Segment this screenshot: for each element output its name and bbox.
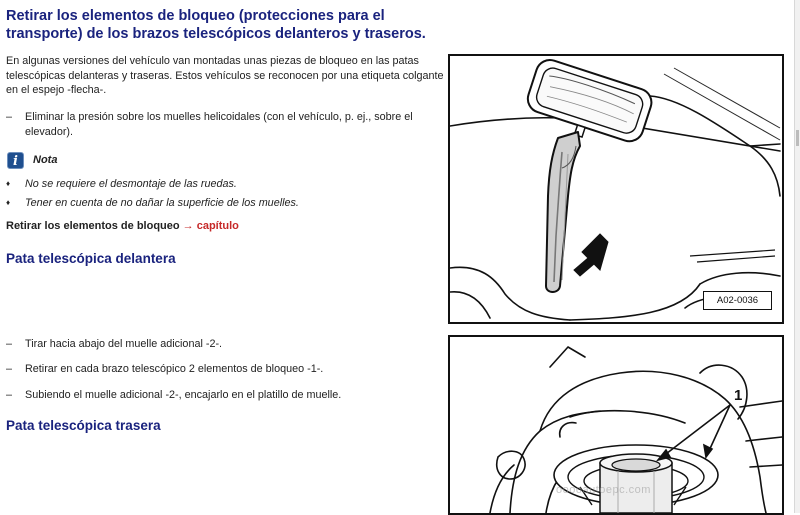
rear-strut-heading: Pata telescópica trasera bbox=[6, 418, 161, 433]
figure-code-label: A02-0036 bbox=[703, 291, 772, 310]
note-header bbox=[7, 150, 57, 170]
note-item bbox=[6, 196, 446, 210]
reference-line bbox=[6, 220, 239, 232]
note-item-text: Tener en cuenta de no dañar la superficie de los muelles. bbox=[25, 197, 299, 209]
dash-marker: – bbox=[6, 111, 13, 123]
callout-number: 1 bbox=[734, 387, 743, 404]
info-icon: i bbox=[7, 152, 24, 169]
mirror-illustration bbox=[450, 56, 782, 322]
front-step bbox=[6, 362, 446, 377]
arrow-icon bbox=[574, 234, 608, 276]
chapter-link[interactable]: → capítulo bbox=[182, 220, 239, 232]
diamond-bullet-icon: ♦ bbox=[6, 179, 11, 188]
dash-marker: – bbox=[6, 338, 13, 350]
front-strut-heading: Pata telescópica delantera bbox=[6, 251, 176, 266]
reference-text: Retirar los elementos de bloqueo bbox=[6, 220, 180, 232]
dash-marker: – bbox=[6, 389, 13, 401]
front-step bbox=[6, 388, 446, 403]
page-title: Retirar los elementos de bloqueo (protecciones para el transporte) de los brazos telescópicos delanteros y traseros. bbox=[6, 8, 426, 42]
note-item bbox=[6, 177, 446, 191]
scrollbar-thumb[interactable] bbox=[796, 130, 799, 146]
front-step bbox=[6, 337, 446, 352]
step-relieve-springs bbox=[6, 110, 446, 139]
intro-paragraph: En algunas versiones del vehículo van montadas unas piezas de bloqueo en las patas telescópicas delanteras y traseras. Estos vehículos se reconocen por una etiqueta colgante en el espejo -flecha-. bbox=[6, 55, 444, 96]
dash-marker: – bbox=[6, 363, 13, 375]
step-text: Retirar en cada brazo telescópico 2 elementos de bloqueo -1-. bbox=[25, 363, 324, 375]
vertical-scrollbar[interactable] bbox=[794, 0, 800, 513]
diamond-bullet-icon: ♦ bbox=[6, 198, 11, 207]
step-text: Eliminar la presión sobre los muelles helicoidales (con el vehículo, p. ej., sobre el elevador). bbox=[25, 111, 413, 138]
watermark: ooooautoepc.com bbox=[556, 484, 651, 496]
note-title: Nota bbox=[33, 154, 58, 166]
note-item-text: No se requiere el desmontaje de las ruedas. bbox=[25, 178, 237, 190]
mirror-tag-figure bbox=[448, 54, 784, 324]
step-text: Subiendo el muelle adicional -2-, encajarlo en el platillo de muelle. bbox=[25, 389, 342, 401]
step-text: Tirar hacia abajo del muelle adicional -2-. bbox=[25, 338, 223, 350]
